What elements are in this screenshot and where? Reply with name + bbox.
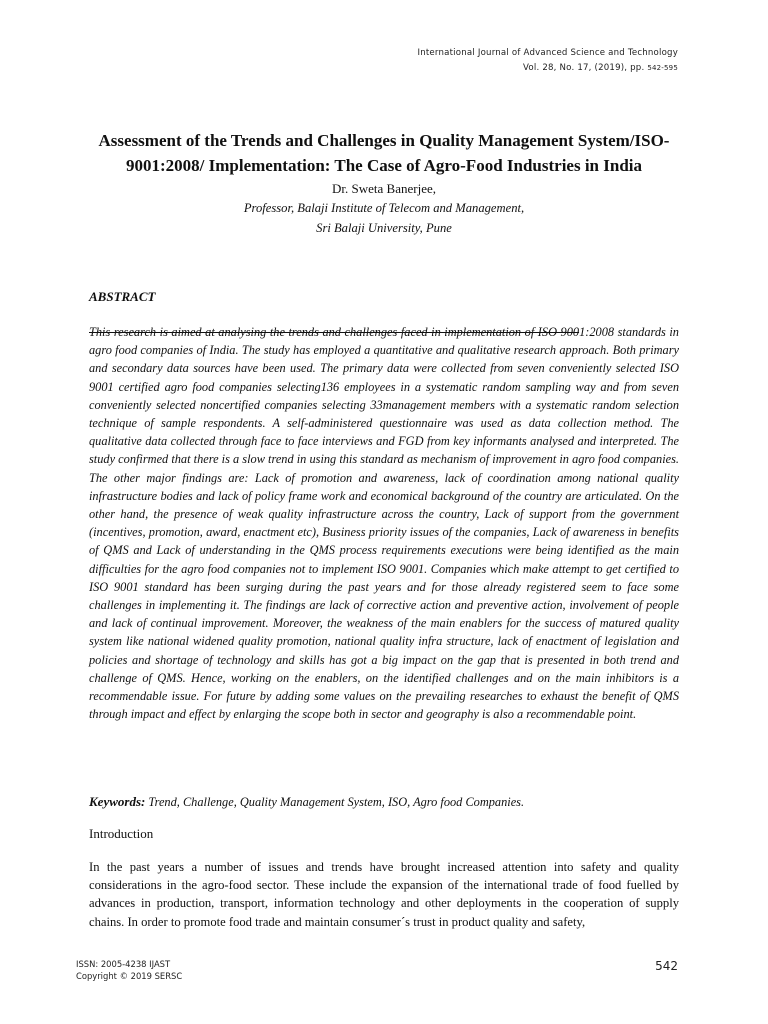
abstract-body <box>89 323 679 723</box>
keywords-label: Keywords: <box>89 794 146 809</box>
journal-name: International Journal of Advanced Science and Technology <box>417 48 678 58</box>
keywords <box>89 793 679 811</box>
abstract-heading: ABSTRACT <box>89 289 156 304</box>
footer-copyright: Copyright © 2019 SERSC <box>76 971 183 981</box>
footer-left <box>76 958 182 982</box>
footer-issn: ISSN: 2005-4238 IJAST <box>76 959 171 969</box>
author-name: Dr. Sweta Banerjee, <box>332 181 436 196</box>
introduction-body: In the past years a number of issues and trends have brought increased attention into safety and quality considerations in the agro-food sector. These include the expansion of the international trade of food fuelled by advances in production, transport, information technology and other deployments in the cooperation of supply chains. In order to promote food trade and maintain consumer´s trust in product quality and safety, <box>89 860 679 929</box>
journal-volume-line <box>417 61 678 76</box>
page-number: 542 <box>655 959 678 973</box>
introduction-heading: Introduction <box>89 826 154 841</box>
journal-header <box>417 46 678 76</box>
author-affiliation-2: Sri Balaji University, Pune <box>316 221 452 235</box>
abstract-struck-fragment: This research is aimed at analysing the trends and challenges faced in implementation of ISO 900 <box>89 325 580 339</box>
keywords-text: Trend, Challenge, Quality Management System, ISO, Agro food Companies. <box>145 795 525 809</box>
author-affiliation-1: Professor, Balaji Institute of Telecom and Management, <box>243 201 525 215</box>
paper-title: Assessment of the Trends and Challenges in Quality Management System/ISO-9001:2008/ Implementation: The Case of Agro-Food Industries in India <box>98 131 670 175</box>
journal-volume: Vol. 28, No. 17, (2019), pp. <box>523 63 645 73</box>
journal-pages: 542-595 <box>647 64 678 72</box>
abstract-text: 1:2008 standards in agro food companies of India. The study has employed a quantitative and qualitative research approach. Both primary and secondary data sources have been used. The primary data were collected from seven conveniently selected ISO 9001 certified agro food companies selecting136 employees in a systematic random sampling way and from seven conveniently selected noncertified companies selecting 33management members with a systematic random selection technique of sample respondents. A self-administered questionnaire was used as data collection method. The qualitative data collected through face to face interviews and FGD from key informants analysed and interpreted. The study confirmed that there is a slow trend in using this standard as mechanism of improvement in agro food companies. The other major findings are: Lack of promotion and awareness, lack of coordination among national quality infrastructure bodies and lack of policy frame work and economical background of the country are articulated. On the other hand, the presence of weak quality infrastructure across the country, Lack of support from the government (incentives, promotion, award, enactment etc), Business priority issues of the companies, Lack of awareness in benefits of QMS and Lack of understanding in the QMS process requirements executions were being identified as the main difficulties for the agro food companies not to implement ISO 9001. Companies which make attempt to get certified to ISO 9001 standard has been surging during the past years and for those already registered seem to face some challenges in implementing it. The findings are lack of corrective action and preventive action, involvement of people and lack of continual improvement. Moreover, the weakness of the main enablers for the success of matured quality system like national widened quality promotion, national quality infra structure, lack of enactment of legislation and policies and shortage of technology and skills has got a big impact on the gap that is presented in both trend and challenge of QMS. Hence, working on the enablers, on the identified challenges and on the main inhibitors is a recommendable issue. For future by adding some values on the prevailing researches to exhaust the benefit of QMS through impact and effect by enlarging the scope both in sector and geography is also a recommendable point. <box>89 325 679 722</box>
title-block <box>76 128 692 238</box>
